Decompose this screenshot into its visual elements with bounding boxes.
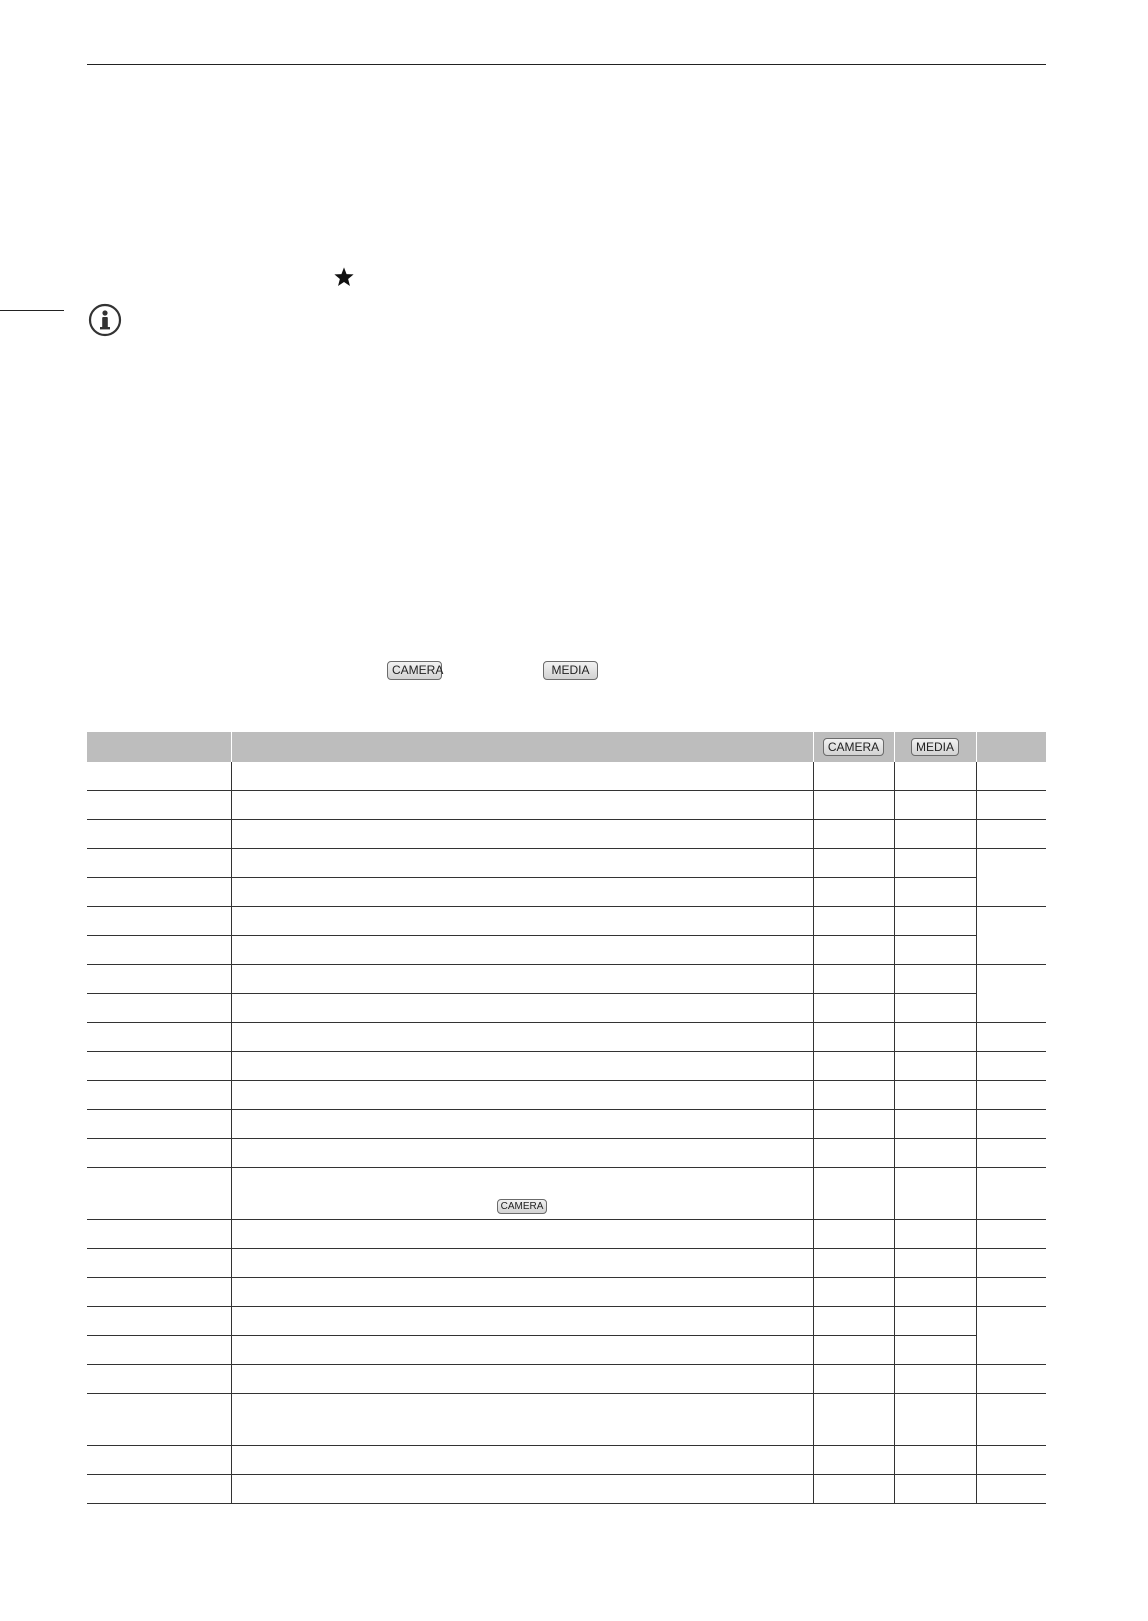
table-cell — [976, 1249, 1046, 1278]
table-row — [87, 849, 1046, 878]
table-cell — [894, 849, 976, 878]
table-cell — [894, 936, 976, 965]
camera-mode-badge: CAMERA — [497, 1199, 548, 1214]
table-cell — [813, 1365, 894, 1394]
table-cell — [231, 1220, 813, 1249]
table-cell — [976, 1139, 1046, 1168]
table-row — [87, 994, 1046, 1023]
table-cell — [231, 1307, 813, 1336]
table-cell — [976, 1220, 1046, 1249]
table-cell — [894, 1394, 976, 1446]
table-cell — [87, 791, 231, 820]
settings-table — [87, 732, 1046, 1504]
table-cell — [976, 762, 1046, 791]
table-cell — [87, 820, 231, 849]
table-cell — [87, 1023, 231, 1052]
table-cell — [231, 849, 813, 878]
table-row — [87, 1081, 1046, 1110]
table-cell — [87, 1446, 231, 1475]
table-cell — [87, 1220, 231, 1249]
table-cell — [87, 1475, 231, 1504]
table-cell — [976, 1278, 1046, 1307]
table-row — [87, 1394, 1046, 1446]
table-row — [87, 1052, 1046, 1081]
table-cell — [894, 1475, 976, 1504]
table-row — [87, 936, 1046, 965]
table-cell — [976, 820, 1046, 849]
table-cell — [813, 1307, 894, 1336]
table-cell — [894, 1365, 976, 1394]
table-cell — [231, 1365, 813, 1394]
table-cell — [813, 1394, 894, 1446]
table-cell — [894, 1139, 976, 1168]
table-cell — [976, 1110, 1046, 1139]
table-cell — [813, 1168, 894, 1220]
table-cell — [231, 994, 813, 1023]
table-row — [87, 1475, 1046, 1504]
table-cell — [894, 1278, 976, 1307]
table-cell — [87, 936, 231, 965]
table-cell — [87, 1249, 231, 1278]
table-cell — [813, 849, 894, 878]
table-row — [87, 1278, 1046, 1307]
table-cell — [976, 1394, 1046, 1446]
table-row — [87, 1446, 1046, 1475]
table-cell — [894, 762, 976, 791]
table-cell — [813, 878, 894, 907]
table-row — [87, 820, 1046, 849]
table-cell — [894, 965, 976, 994]
table-cell — [976, 1307, 1046, 1365]
table-cell — [813, 791, 894, 820]
table-cell — [87, 1081, 231, 1110]
table-cell — [87, 1307, 231, 1336]
table-cell — [231, 965, 813, 994]
table-cell — [976, 965, 1046, 1023]
table-cell — [87, 878, 231, 907]
table-cell — [231, 820, 813, 849]
table-row — [87, 1168, 1046, 1220]
table-cell — [976, 1023, 1046, 1052]
info-circle-icon — [88, 303, 122, 337]
table-cell — [231, 1052, 813, 1081]
table-row — [87, 1336, 1046, 1365]
table-cell — [976, 849, 1046, 907]
table-cell — [813, 1052, 894, 1081]
table-cell — [813, 1081, 894, 1110]
camera-mode-badge: CAMERA — [823, 738, 884, 756]
table-cell — [894, 1052, 976, 1081]
table-cell — [231, 907, 813, 936]
table-row — [87, 1307, 1046, 1336]
table-row — [87, 1023, 1046, 1052]
table-cell — [231, 1023, 813, 1052]
table-cell — [813, 1446, 894, 1475]
table-cell — [976, 1168, 1046, 1220]
table-cell — [976, 1081, 1046, 1110]
table-cell — [813, 1278, 894, 1307]
table-cell — [894, 1168, 976, 1220]
table-cell — [894, 1249, 976, 1278]
table-cell — [231, 1394, 813, 1446]
header-cell-media — [894, 732, 976, 762]
table-cell — [87, 1336, 231, 1365]
table-cell — [813, 1023, 894, 1052]
table-cell — [87, 907, 231, 936]
table-cell — [894, 907, 976, 936]
table-row — [87, 907, 1046, 936]
table-cell — [87, 1278, 231, 1307]
table-cell — [231, 1249, 813, 1278]
table-cell — [813, 1110, 894, 1139]
table-header-row — [87, 732, 1046, 762]
table-cell — [231, 1081, 813, 1110]
header-cell-camera — [813, 732, 894, 762]
star-icon — [333, 266, 355, 288]
table-row — [87, 1220, 1046, 1249]
table-cell — [813, 1475, 894, 1504]
table-cell — [87, 1394, 231, 1446]
header-cell — [231, 732, 813, 762]
header-cell — [87, 732, 231, 762]
table-cell — [894, 878, 976, 907]
table-cell — [813, 936, 894, 965]
table-cell — [231, 1168, 813, 1220]
media-mode-badge: MEDIA — [911, 738, 959, 756]
header-rule — [87, 64, 1046, 65]
table-row — [87, 762, 1046, 791]
table-row — [87, 1365, 1046, 1394]
table-cell — [813, 1249, 894, 1278]
table-row — [87, 1139, 1046, 1168]
table-cell — [231, 1139, 813, 1168]
table-cell — [813, 1336, 894, 1365]
table-cell — [976, 907, 1046, 965]
table-cell — [894, 1307, 976, 1336]
table-cell — [894, 1081, 976, 1110]
camera-mode-badge: CAMERA — [387, 661, 442, 680]
table-row — [87, 878, 1046, 907]
table-cell — [894, 1220, 976, 1249]
table-cell — [87, 849, 231, 878]
table-cell — [894, 1110, 976, 1139]
media-mode-badge: MEDIA — [543, 661, 598, 680]
table-cell — [231, 1446, 813, 1475]
table-cell — [87, 1110, 231, 1139]
table-row — [87, 1110, 1046, 1139]
table-row — [87, 965, 1046, 994]
table-cell — [894, 1023, 976, 1052]
table-cell — [87, 762, 231, 791]
table-cell — [231, 1278, 813, 1307]
table-cell — [894, 1446, 976, 1475]
table-cell — [813, 1139, 894, 1168]
table-cell — [976, 791, 1046, 820]
table-row — [87, 791, 1046, 820]
header-cell — [976, 732, 1046, 762]
table-cell — [976, 1475, 1046, 1504]
table-cell — [231, 762, 813, 791]
table-cell — [231, 1475, 813, 1504]
table-cell — [894, 791, 976, 820]
table-cell — [813, 820, 894, 849]
table-cell — [231, 936, 813, 965]
table-cell — [813, 762, 894, 791]
table-cell — [231, 791, 813, 820]
table-cell — [231, 878, 813, 907]
table-cell — [87, 1168, 231, 1220]
margin-tab-rule — [0, 310, 64, 311]
table-cell — [87, 965, 231, 994]
table-cell — [231, 1336, 813, 1365]
table-cell — [231, 1110, 813, 1139]
table-cell — [813, 994, 894, 1023]
table-cell — [87, 1052, 231, 1081]
table-cell — [813, 1220, 894, 1249]
table-cell — [976, 1446, 1046, 1475]
table-cell — [87, 994, 231, 1023]
table-cell — [894, 820, 976, 849]
table-cell — [894, 994, 976, 1023]
table-cell — [813, 907, 894, 936]
table-cell — [87, 1365, 231, 1394]
table-cell — [976, 1052, 1046, 1081]
table-cell — [894, 1336, 976, 1365]
table-cell — [976, 1365, 1046, 1394]
table-cell — [813, 965, 894, 994]
table-cell — [87, 1139, 231, 1168]
table-row — [87, 1249, 1046, 1278]
